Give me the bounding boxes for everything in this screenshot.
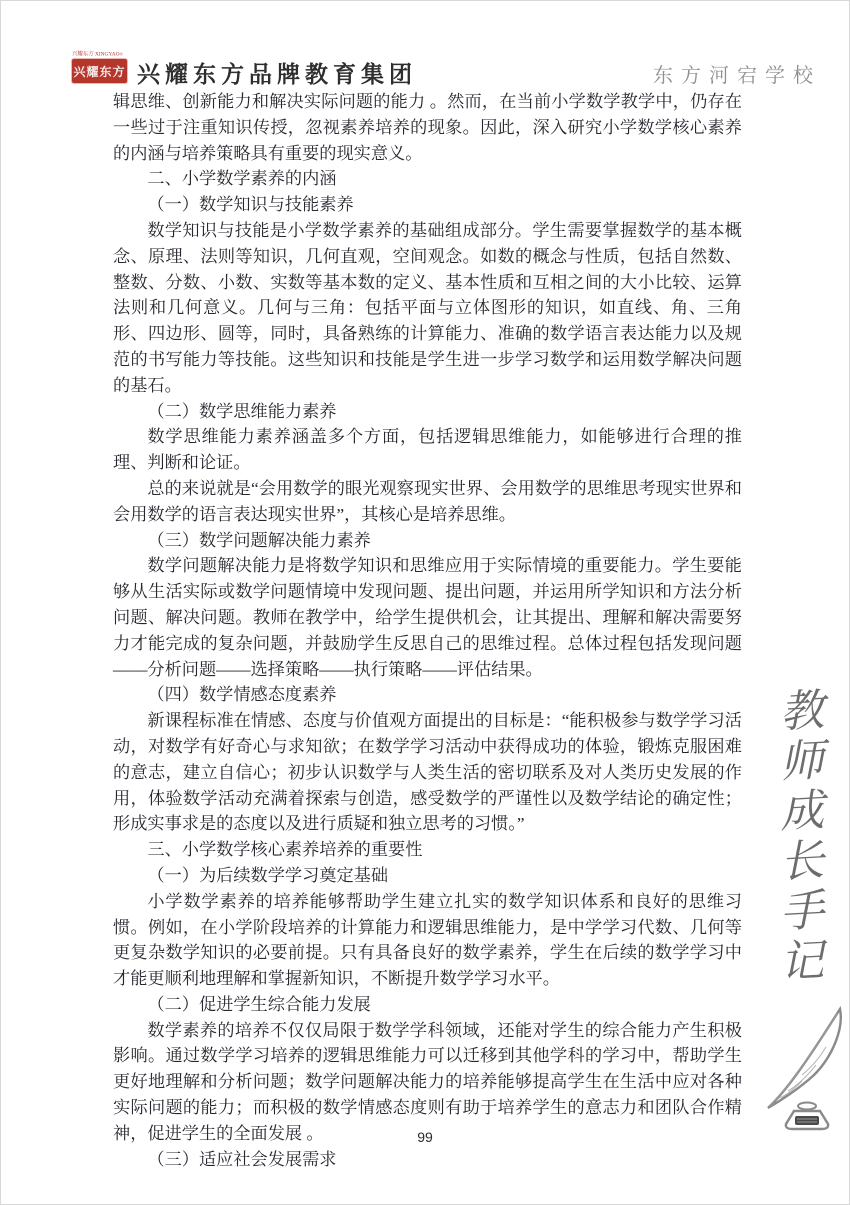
page-header — [1, 1, 849, 96]
red-seal-icon: 兴耀东方 — [72, 59, 127, 83]
vertical-title-char: 长 — [778, 834, 826, 889]
section-heading: （三）适应社会发展需求 — [147, 1149, 337, 1169]
vertical-title-char: 手 — [778, 884, 826, 939]
vertical-title-char: 成 — [778, 784, 826, 839]
vertical-title — [769, 684, 835, 989]
paragraph: 辑思维、创新能力和解决实际问题的能力 。然而，在当前小学数学教学中，仍存在一些过于注重知识传授，忽视素养培养的现象。因此，深入研究小学数学核心素养的内涵与培养策略具有重要的现实意义。 — [113, 92, 742, 163]
section-heading: （二）数学思维能力素养 — [147, 401, 337, 421]
paragraph: 数学问题解决能力是将数学知识和思维应用于实际情境的重要能力。学生要能够从生活实际或数学问题情境中发现问题、提出问题，并运用所学知识和方法分析问题、解决问题。教师在教学中，给学生提供机会，让其提出、理解和解决需要努力才能完成的复杂问题，并鼓励学生反思自己的思维过程。总体过程包括发现问题——分析问题——选择策略——执行策略——评估结果。 — [113, 556, 742, 679]
section-heading: 三、小学数学核心素养培养的重要性 — [147, 840, 423, 860]
brand-title: 兴耀东方品牌教育集团 — [137, 62, 417, 87]
paragraph: 数学思维能力素养涵盖多个方面，包括逻辑思维能力，如能够进行合理的推理、判断和论证。 — [113, 427, 742, 473]
vertical-title-char: 师 — [778, 734, 826, 789]
paragraph: 新课程标准在情感、态度与价值观方面提出的目标是：“能积极参与数学学习活动，对数学有好奇心与求知欲；在数学学习活动中获得成功的体验，锻炼克服困难的意志，建立自信心；初步认识数学与人类生活的密切联系及对人类历史发展的作用，体验数学活动充满着探索与创造，感受数学的严谨性以及数学结论的确定性；形成实事求是的态度以及进行质疑和独立思考的习惯。” — [113, 711, 742, 834]
quill-ink-icon — [758, 1003, 848, 1133]
section-heading: （一）为后续数学学习奠定基础 — [147, 865, 389, 885]
school-name: 东方河宕学校 — [653, 65, 821, 87]
section-heading: （二）促进学生综合能力发展 — [147, 994, 371, 1014]
section-heading: （三）数学问题解决能力素养 — [147, 530, 371, 550]
paragraph: 小学数学素养的培养能够帮助学生建立扎实的数学知识体系和良好的思维习惯。例如，在小学阶段培养的计算能力和逻辑思维能力，是中学学习代数、几何等更复杂数学知识的必要前提。只有具备良好的数学素养，学生在后续的数学学习中才能更顺利地理解和掌握新知识，不断提升数学学习水平。 — [113, 891, 742, 989]
paragraph: 数学素养的培养不仅仅局限于数学学科领域，还能对学生的综合能力产生积极影响。通过数学学习培养的逻辑思维能力可以迁移到其他学科的学习中，帮助学生更好地理解和分析问题；数学问题解决能力的培养能够提高学生在生活中应对各种实际问题的能力；而积极的数学情感态度则有助于培养学生的意志力和团队合作精神，促进学生的全面发展 。 — [113, 1020, 742, 1143]
paragraph: 总的来说就是“会用数学的眼光观察现实世界、会用数学的思维思考现实世界和会用数学的语言表达现实世界”，其核心是培养思维。 — [113, 478, 742, 524]
document-body — [113, 89, 742, 1172]
brand-seal-logo — [72, 51, 129, 91]
vertical-title-char: 教 — [778, 684, 826, 739]
logo-small-text: 兴耀东方 XINGYAO® — [72, 51, 123, 58]
section-heading: 二、小学数学素养的内涵 — [147, 169, 337, 189]
section-heading: （一）数学知识与技能素养 — [147, 195, 354, 215]
vertical-title-char: 记 — [778, 934, 826, 989]
section-heading: （四）数学情感态度素养 — [147, 685, 337, 705]
paragraph: 数学知识与技能是小学数学素养的基础组成部分。学生需要掌握数学的基本概念、原理、法则等知识，几何直观，空间观念。如数的概念与性质，包括自然数、整数、分数、小数、实数等基本数的定义、基本性质和互相之间的大小比较、运算法则和几何意义。几何与三角：包括平面与立体图形的知识，如直线、角、三角形、四边形、圆等，同时，具备熟练的计算能力、准确的数学语言表达能力以及规范的书写能力等技能。这些知识和技能是学生进一步学习数学和运用数学解决问题的基石。 — [113, 220, 742, 395]
registered-mark: ® — [119, 52, 123, 58]
page-number: 99 — [417, 1129, 433, 1145]
